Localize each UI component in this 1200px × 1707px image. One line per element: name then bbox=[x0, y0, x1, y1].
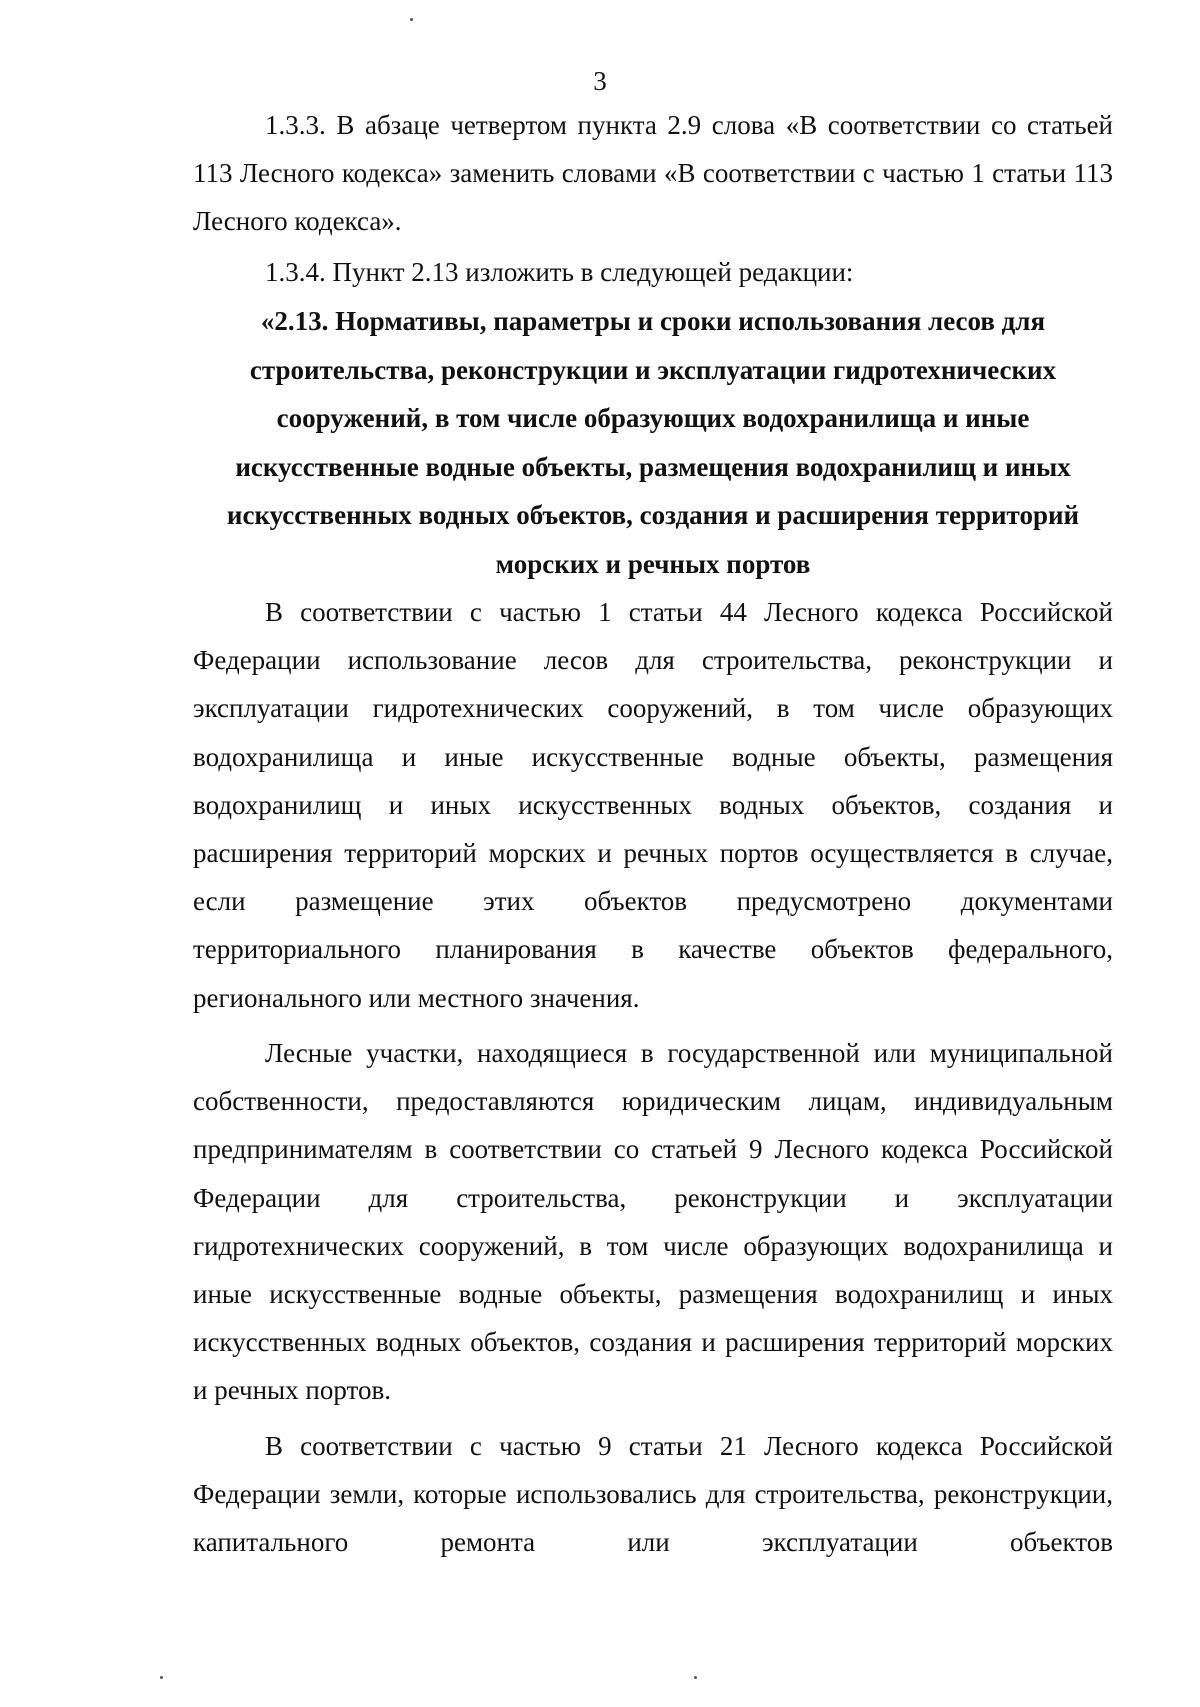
body-paragraph-1: В соответствии с частью 1 статьи 44 Лесного кодекса Российской Федерации использование лесов для строительства, реконструкции и эксплуатации гидротехнических сооружений, в том числе образующих водохранилища и иные искусственные водные объекты, размещения водохранилищ и иных искусственных водных объектов, создания и расширения территорий морских и речных портов осуществляется в случае, если размещение этих объектов предусмотрено документами территориального планирования в качестве объектов федерального, регионального или местного значения. bbox=[193, 597, 1113, 1013]
body-paragraph-2-block bbox=[193, 1029, 1113, 1415]
scan-speck bbox=[410, 18, 413, 21]
body-paragraph-3: В соответствии с частью 9 статьи 21 Лесного кодекса Российской Федерации земли, которые использовались для строительства, реконструкции, капитального ремонта или эксплуатации объектов bbox=[193, 1431, 1113, 1558]
page-number: 3 bbox=[593, 66, 607, 96]
section-heading-block bbox=[193, 297, 1113, 589]
scan-speck bbox=[694, 1676, 697, 1679]
section-heading: «2.13. Нормативы, параметры и сроки использования лесов для строительства, реконструкции и эксплуатации гидротехнических сооружений, в том числе образующих водохранилища и иные искусственные водные объекты, размещения водохранилищ и иных искусственных водных объектов, создания и расширения территорий морских и речных портов bbox=[226, 306, 1080, 579]
body-paragraph-2: Лесные участки, находящиеся в государственной или муниципальной собственности, предоставляются юридическим лицам, индивидуальным предпринимателям в соответствии со статьей 9 Лесного кодекса Российской Федерации для строительства, реконструкции и эксплуатации гидротехнических сооружений, в том числе образующих водохранилища и иные искусственные водные объекты, размещения водохранилищ и иных искусственных водных объектов, создания и расширения территорий морских и речных портов. bbox=[193, 1038, 1113, 1406]
paragraph-1-3-4: 1.3.4. Пункт 2.13 изложить в следующей редакции: bbox=[265, 256, 854, 287]
scan-speck bbox=[160, 1676, 163, 1679]
body-paragraph-3-block bbox=[193, 1422, 1113, 1567]
amendment-section bbox=[193, 101, 1113, 296]
paragraph-1-3-3: 1.3.3. В абзаце четвертом пункта 2.9 слова «В соответствии со статьей 113 Лесного кодекса» заменить словами «В соответствии с частью 1 статьи 113 Лесного кодекса». bbox=[193, 110, 1113, 237]
body-paragraph-1-block bbox=[193, 588, 1113, 1022]
